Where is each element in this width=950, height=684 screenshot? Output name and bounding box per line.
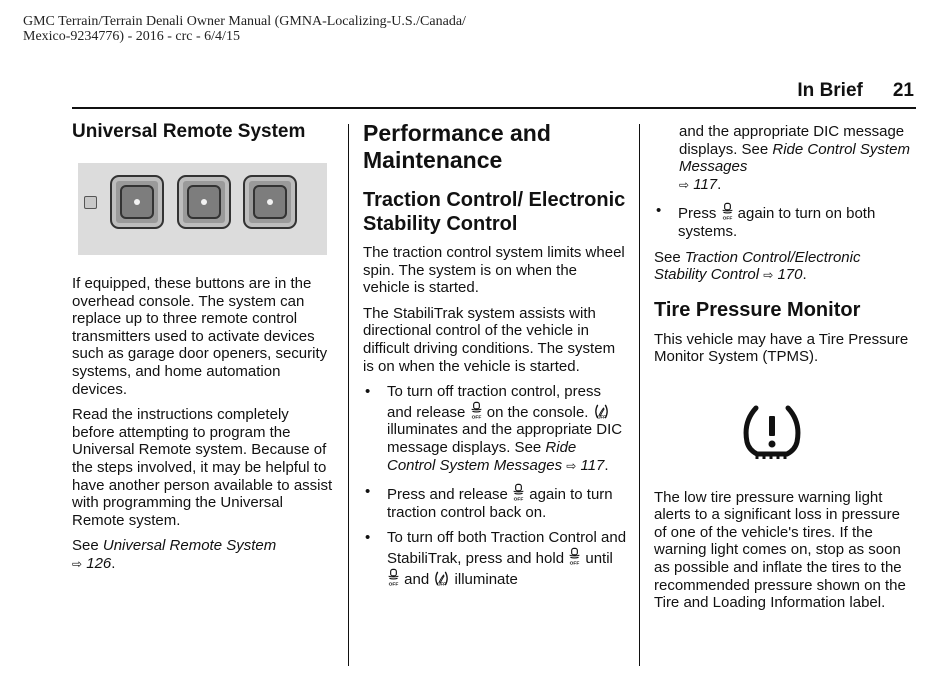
- reference-link[interactable]: Traction Control/Electronic Stability Control ⇨ 170: [654, 248, 861, 284]
- reference-link[interactable]: Ride Control System Messages ⇨ 117: [679, 140, 910, 193]
- document-header-line-2: Mexico-9234776) - 2016 - crc - 6/4/15: [23, 29, 240, 44]
- remote-button-3: [243, 175, 297, 229]
- list-item: • To turn off both Traction Control and StabiliTrak, press and hold until and illuminate: [363, 529, 627, 588]
- list-item: • To turn off traction control, press and release on the console. illuminates and the appropriate DIC message displays. See Ride Control System Messages ⇨ 117.: [363, 383, 627, 475]
- tire-pressure-warning-icon: [741, 404, 803, 462]
- page-section-header: [797, 80, 914, 102]
- traction-control-off-icon: [512, 483, 525, 502]
- list-item: • Press again to turn on both systems.: [654, 202, 914, 240]
- page-number: 21: [892, 80, 914, 101]
- reference-link[interactable]: Ride Control System Messages ⇨ 117: [387, 438, 605, 474]
- paragraph: If equipped, these buttons are in the overhead console. The system can replace up to three remote control transmitters used to activate devices such as garage door openers, security systems, and home automation devices.: [72, 275, 328, 398]
- traction-control-off-icon: [470, 401, 483, 420]
- column-1: [72, 120, 334, 582]
- stabilitrak-icon: [593, 403, 610, 420]
- header-rule: [72, 107, 916, 109]
- universal-remote-buttons-illustration: [78, 163, 327, 255]
- cross-reference-arrow-icon: ⇨: [72, 556, 83, 571]
- see-reference: See Universal Remote System ⇨ 126.: [72, 537, 277, 572]
- stabilitrak-icon: [433, 570, 450, 587]
- remote-button-1: [110, 175, 164, 229]
- paragraph: This vehicle may have a Tire Pressure Monitor System (TPMS).: [654, 330, 909, 366]
- section-title: In Brief: [797, 80, 863, 101]
- paragraph: The traction control system limits wheel spin. The system is on when the vehicle is started.: [363, 244, 625, 297]
- cross-reference-arrow-icon: ⇨: [566, 458, 577, 473]
- document-header-line-1: GMC Terrain/Terrain Denali Owner Manual (GMNA-Localizing-U.S./Canada/: [23, 14, 466, 29]
- tpms-illustration: [654, 404, 914, 467]
- document-header: [23, 14, 623, 44]
- heading-tire-pressure-monitor: Tire Pressure Monitor: [654, 298, 861, 321]
- bullet-continuation: and the appropriate DIC message displays. See Ride Control System Messages ⇨ 117.: [679, 123, 910, 193]
- reference-page: 126: [86, 554, 112, 572]
- heading-traction-control: Traction Control/ Electronic Stability Control: [363, 189, 626, 235]
- heading-universal-remote: Universal Remote System: [72, 121, 306, 142]
- traction-control-off-icon: [721, 202, 734, 221]
- reference-link[interactable]: Universal Remote System ⇨ 126: [72, 537, 277, 572]
- remote-button-2: [177, 175, 231, 229]
- traction-control-off-icon: [568, 547, 581, 566]
- paragraph: The StabiliTrak system assists with directional control of the vehicle in difficult driving conditions. The system is on when the vehicle is started.: [363, 304, 616, 375]
- column-3: [654, 123, 914, 620]
- list-item: • Press and release again to turn traction control back on.: [363, 483, 627, 521]
- traction-control-off-icon: [387, 568, 400, 587]
- paragraph: Read the instructions completely before attempting to program the Universal Remote system. Because of the steps involved, it may be helpful to have another person available to assist with programming the Universal Remote system.: [72, 406, 333, 529]
- column-divider-1: [348, 124, 349, 666]
- heading-performance-maintenance: Performance and Maintenance: [363, 120, 551, 173]
- indicator-light: [84, 196, 97, 209]
- cross-reference-arrow-icon: ⇨: [679, 177, 690, 192]
- column-2: [363, 120, 627, 596]
- cross-reference-arrow-icon: ⇨: [763, 268, 774, 283]
- paragraph: The low tire pressure warning light alerts to a significant loss in pressure of one of the vehicle's tires. If the warning light comes on, stop as soon as possible and inflate the tires to the recommended pressure shown on the Tire and Loading Information label.: [654, 488, 906, 612]
- column-divider-2: [639, 124, 640, 666]
- see-reference: See Traction Control/Electronic Stability Control ⇨ 170.: [654, 248, 861, 284]
